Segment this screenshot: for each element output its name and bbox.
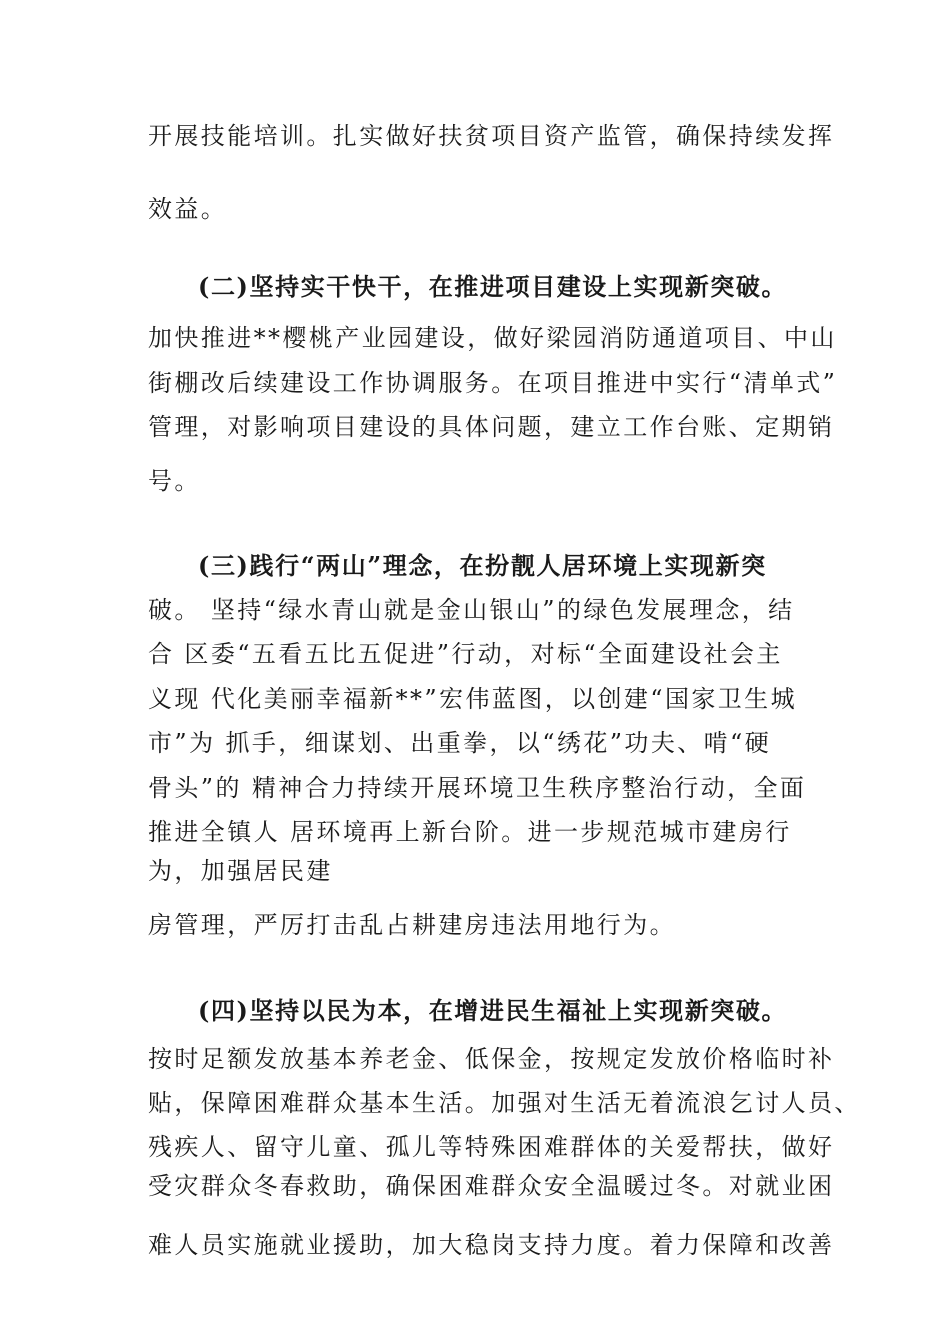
body-line: 义现 代化美丽幸福新**”宏伟蓝图，以创建“国家卫生城 [148, 685, 797, 713]
body-line: 市”为 抓手，细谋划、出重拳，以“绣花”功夫、啃“硬 [148, 729, 772, 757]
body-line: 街棚改后续建设工作协调服务。在项目推进中实行“清单式” [148, 369, 838, 397]
section-heading-2: (二)坚持实干快干，在推进项目建设上实现新突破。 [198, 272, 788, 301]
body-line: 残疾人、留守儿童、孤儿等特殊困难群体的关爱帮扶，做好 [148, 1133, 835, 1161]
body-line: 加快推进**樱桃产业园建设，做好梁园消防通道项目、中山 [148, 324, 837, 352]
body-line: 开展技能培训。扎实做好扶贫项目资产监管，确保持续发挥 [148, 122, 835, 150]
body-line: 难人员实施就业援助，加大稳岗支持力度。着力保障和改善 [148, 1231, 835, 1259]
body-line: 受灾群众冬春救助，确保困难群众安全温暖过冬。对就业困 [148, 1172, 835, 1200]
body-line: 为，加强居民建 [148, 857, 333, 885]
body-line: 骨头”的 精神合力持续开展环境卫生秩序整治行动，全面 [148, 774, 807, 802]
body-line: 号。 [148, 467, 201, 495]
body-line: 推进全镇人 居环境再上新台阶。进一步规范城市建房行 [148, 818, 792, 846]
section-heading-3: (三)践行“两山”理念，在扮靓人居环境上实现新突 [198, 551, 767, 580]
body-line: 贴，保障困难群众基本生活。加强对生活无着流浪乞讨人员、 [148, 1089, 861, 1117]
body-line: 按时足额发放基本养老金、低保金，按规定发放价格临时补 [148, 1045, 835, 1073]
body-line: 效益。 [148, 195, 228, 223]
section-heading-4: (四)坚持以民为本，在增进民生福祉上实现新突破。 [198, 996, 788, 1025]
body-line: 房管理，严厉打击乱占耕建房违法用地行为。 [148, 911, 676, 939]
body-line: 管理，对影响项目建设的具体问题，建立工作台账、定期销 [148, 413, 835, 441]
body-line: 合 区委“五看五比五促进”行动，对标“全面建设社会主 [148, 640, 783, 668]
body-line: 破。 坚持“绿水青山就是金山银山”的绿色发展理念，结 [148, 596, 795, 624]
